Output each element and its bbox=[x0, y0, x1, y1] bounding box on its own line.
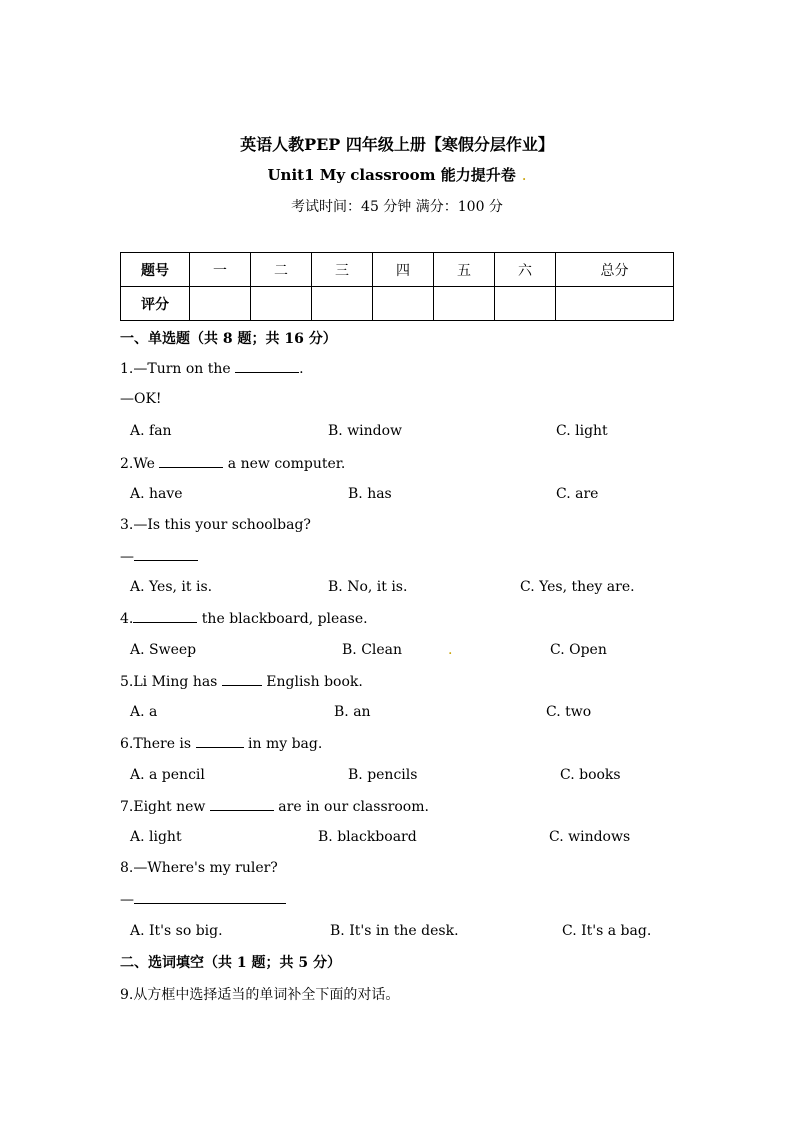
score-table bbox=[120, 252, 674, 321]
question-text: 4. bbox=[120, 611, 134, 627]
question-2 bbox=[120, 455, 345, 472]
option-a[interactable]: A. a bbox=[130, 704, 158, 720]
option-c[interactable]: C. light bbox=[556, 423, 608, 439]
option-a[interactable]: A. Sweep bbox=[130, 642, 197, 658]
option-a[interactable]: A. light bbox=[130, 829, 182, 845]
answer-blank[interactable] bbox=[196, 735, 244, 748]
question-text: are in our classroom. bbox=[273, 799, 429, 815]
question-text: 1.—Turn on the bbox=[120, 361, 236, 377]
option-b[interactable]: B. window bbox=[328, 423, 403, 439]
option-a[interactable]: A. fan bbox=[130, 423, 172, 439]
score-input-cell[interactable] bbox=[312, 287, 373, 321]
question-1-reply: —OK! bbox=[120, 391, 162, 407]
score-input-cell[interactable] bbox=[190, 287, 251, 321]
question-8: 8.—Where's my ruler? bbox=[120, 860, 278, 876]
question-3-reply bbox=[120, 548, 198, 565]
score-cell: 一 bbox=[190, 253, 251, 287]
answer-blank[interactable] bbox=[134, 891, 286, 904]
question-text: — bbox=[120, 549, 134, 565]
option-b[interactable]: B. an bbox=[334, 704, 371, 720]
answer-blank[interactable] bbox=[235, 360, 299, 373]
question-text: English book. bbox=[261, 674, 363, 690]
option-a[interactable]: A. It's so big. bbox=[130, 923, 223, 939]
question-9: 9.从方框中选择适当的单词补全下面的对话。 bbox=[120, 987, 400, 1003]
subtitle-text: Unit1 My classroom 能力提升卷 bbox=[267, 166, 516, 184]
question-text: 6.There is bbox=[120, 736, 196, 752]
decorative-dot: . bbox=[521, 166, 527, 184]
question-text: . bbox=[299, 361, 304, 377]
question-text: 7.Eight new bbox=[120, 799, 210, 815]
page-title: 英语人教PEP 四年级上册【寒假分层作业】 bbox=[240, 135, 554, 154]
exam-info: 考试时间：45 分钟 满分：100 分 bbox=[291, 199, 503, 215]
option-c[interactable]: C. two bbox=[546, 704, 592, 720]
score-input-cell[interactable] bbox=[556, 287, 674, 321]
score-cell: 四 bbox=[373, 253, 434, 287]
score-cell: 六 bbox=[495, 253, 556, 287]
option-a[interactable]: A. a pencil bbox=[130, 767, 205, 783]
question-text: 5.Li Ming has bbox=[120, 674, 222, 690]
score-cell: 题号 bbox=[121, 253, 190, 287]
option-b[interactable]: B. It's in the desk. bbox=[330, 923, 459, 939]
answer-blank[interactable] bbox=[133, 610, 197, 623]
score-input-cell[interactable] bbox=[495, 287, 556, 321]
option-c[interactable]: C. are bbox=[556, 486, 599, 502]
score-cell: 五 bbox=[434, 253, 495, 287]
option-c[interactable]: C. Open bbox=[550, 642, 607, 658]
section-heading: 二、选词填空（共 1 题；共 5 分） bbox=[120, 955, 341, 971]
score-table-header-row bbox=[121, 253, 674, 287]
option-c[interactable]: C. books bbox=[560, 767, 621, 783]
answer-blank[interactable] bbox=[222, 673, 262, 686]
option-a[interactable]: A. have bbox=[130, 486, 183, 502]
answer-blank[interactable] bbox=[159, 455, 223, 468]
option-b[interactable]: B. pencils bbox=[348, 767, 418, 783]
option-b[interactable]: B. Clean bbox=[342, 642, 403, 658]
answer-blank[interactable] bbox=[134, 548, 198, 561]
question-4 bbox=[120, 610, 368, 627]
score-cell: 二 bbox=[251, 253, 312, 287]
question-text: a new computer. bbox=[223, 456, 346, 472]
question-text: 2.We bbox=[120, 456, 160, 472]
option-a[interactable]: A. Yes, it is. bbox=[130, 579, 213, 595]
question-1 bbox=[120, 360, 304, 377]
question-text: — bbox=[120, 892, 134, 908]
question-text: in my bag. bbox=[243, 736, 323, 752]
score-cell: 总分 bbox=[556, 253, 674, 287]
option-c[interactable]: C. Yes, they are. bbox=[520, 579, 635, 595]
page-subtitle bbox=[0, 164, 794, 185]
option-b[interactable]: B. has bbox=[348, 486, 392, 502]
score-table-score-row bbox=[121, 287, 674, 321]
decorative-dot: . bbox=[448, 642, 453, 658]
score-cell: 三 bbox=[312, 253, 373, 287]
score-input-cell[interactable] bbox=[251, 287, 312, 321]
score-cell: 评分 bbox=[121, 287, 190, 321]
score-input-cell[interactable] bbox=[434, 287, 495, 321]
section-heading: 一、单选题（共 8 题；共 16 分） bbox=[120, 331, 337, 347]
question-8-reply bbox=[120, 891, 286, 908]
question-5 bbox=[120, 673, 363, 690]
question-3: 3.—Is this your schoolbag? bbox=[120, 517, 311, 533]
option-b[interactable]: B. No, it is. bbox=[328, 579, 408, 595]
question-6 bbox=[120, 735, 322, 752]
answer-blank[interactable] bbox=[210, 798, 274, 811]
score-input-cell[interactable] bbox=[373, 287, 434, 321]
option-c[interactable]: C. It's a bag. bbox=[562, 923, 652, 939]
question-7 bbox=[120, 798, 429, 815]
option-b[interactable]: B. blackboard bbox=[318, 829, 417, 845]
question-text: the blackboard, please. bbox=[197, 611, 368, 627]
option-c[interactable]: C. windows bbox=[549, 829, 631, 845]
